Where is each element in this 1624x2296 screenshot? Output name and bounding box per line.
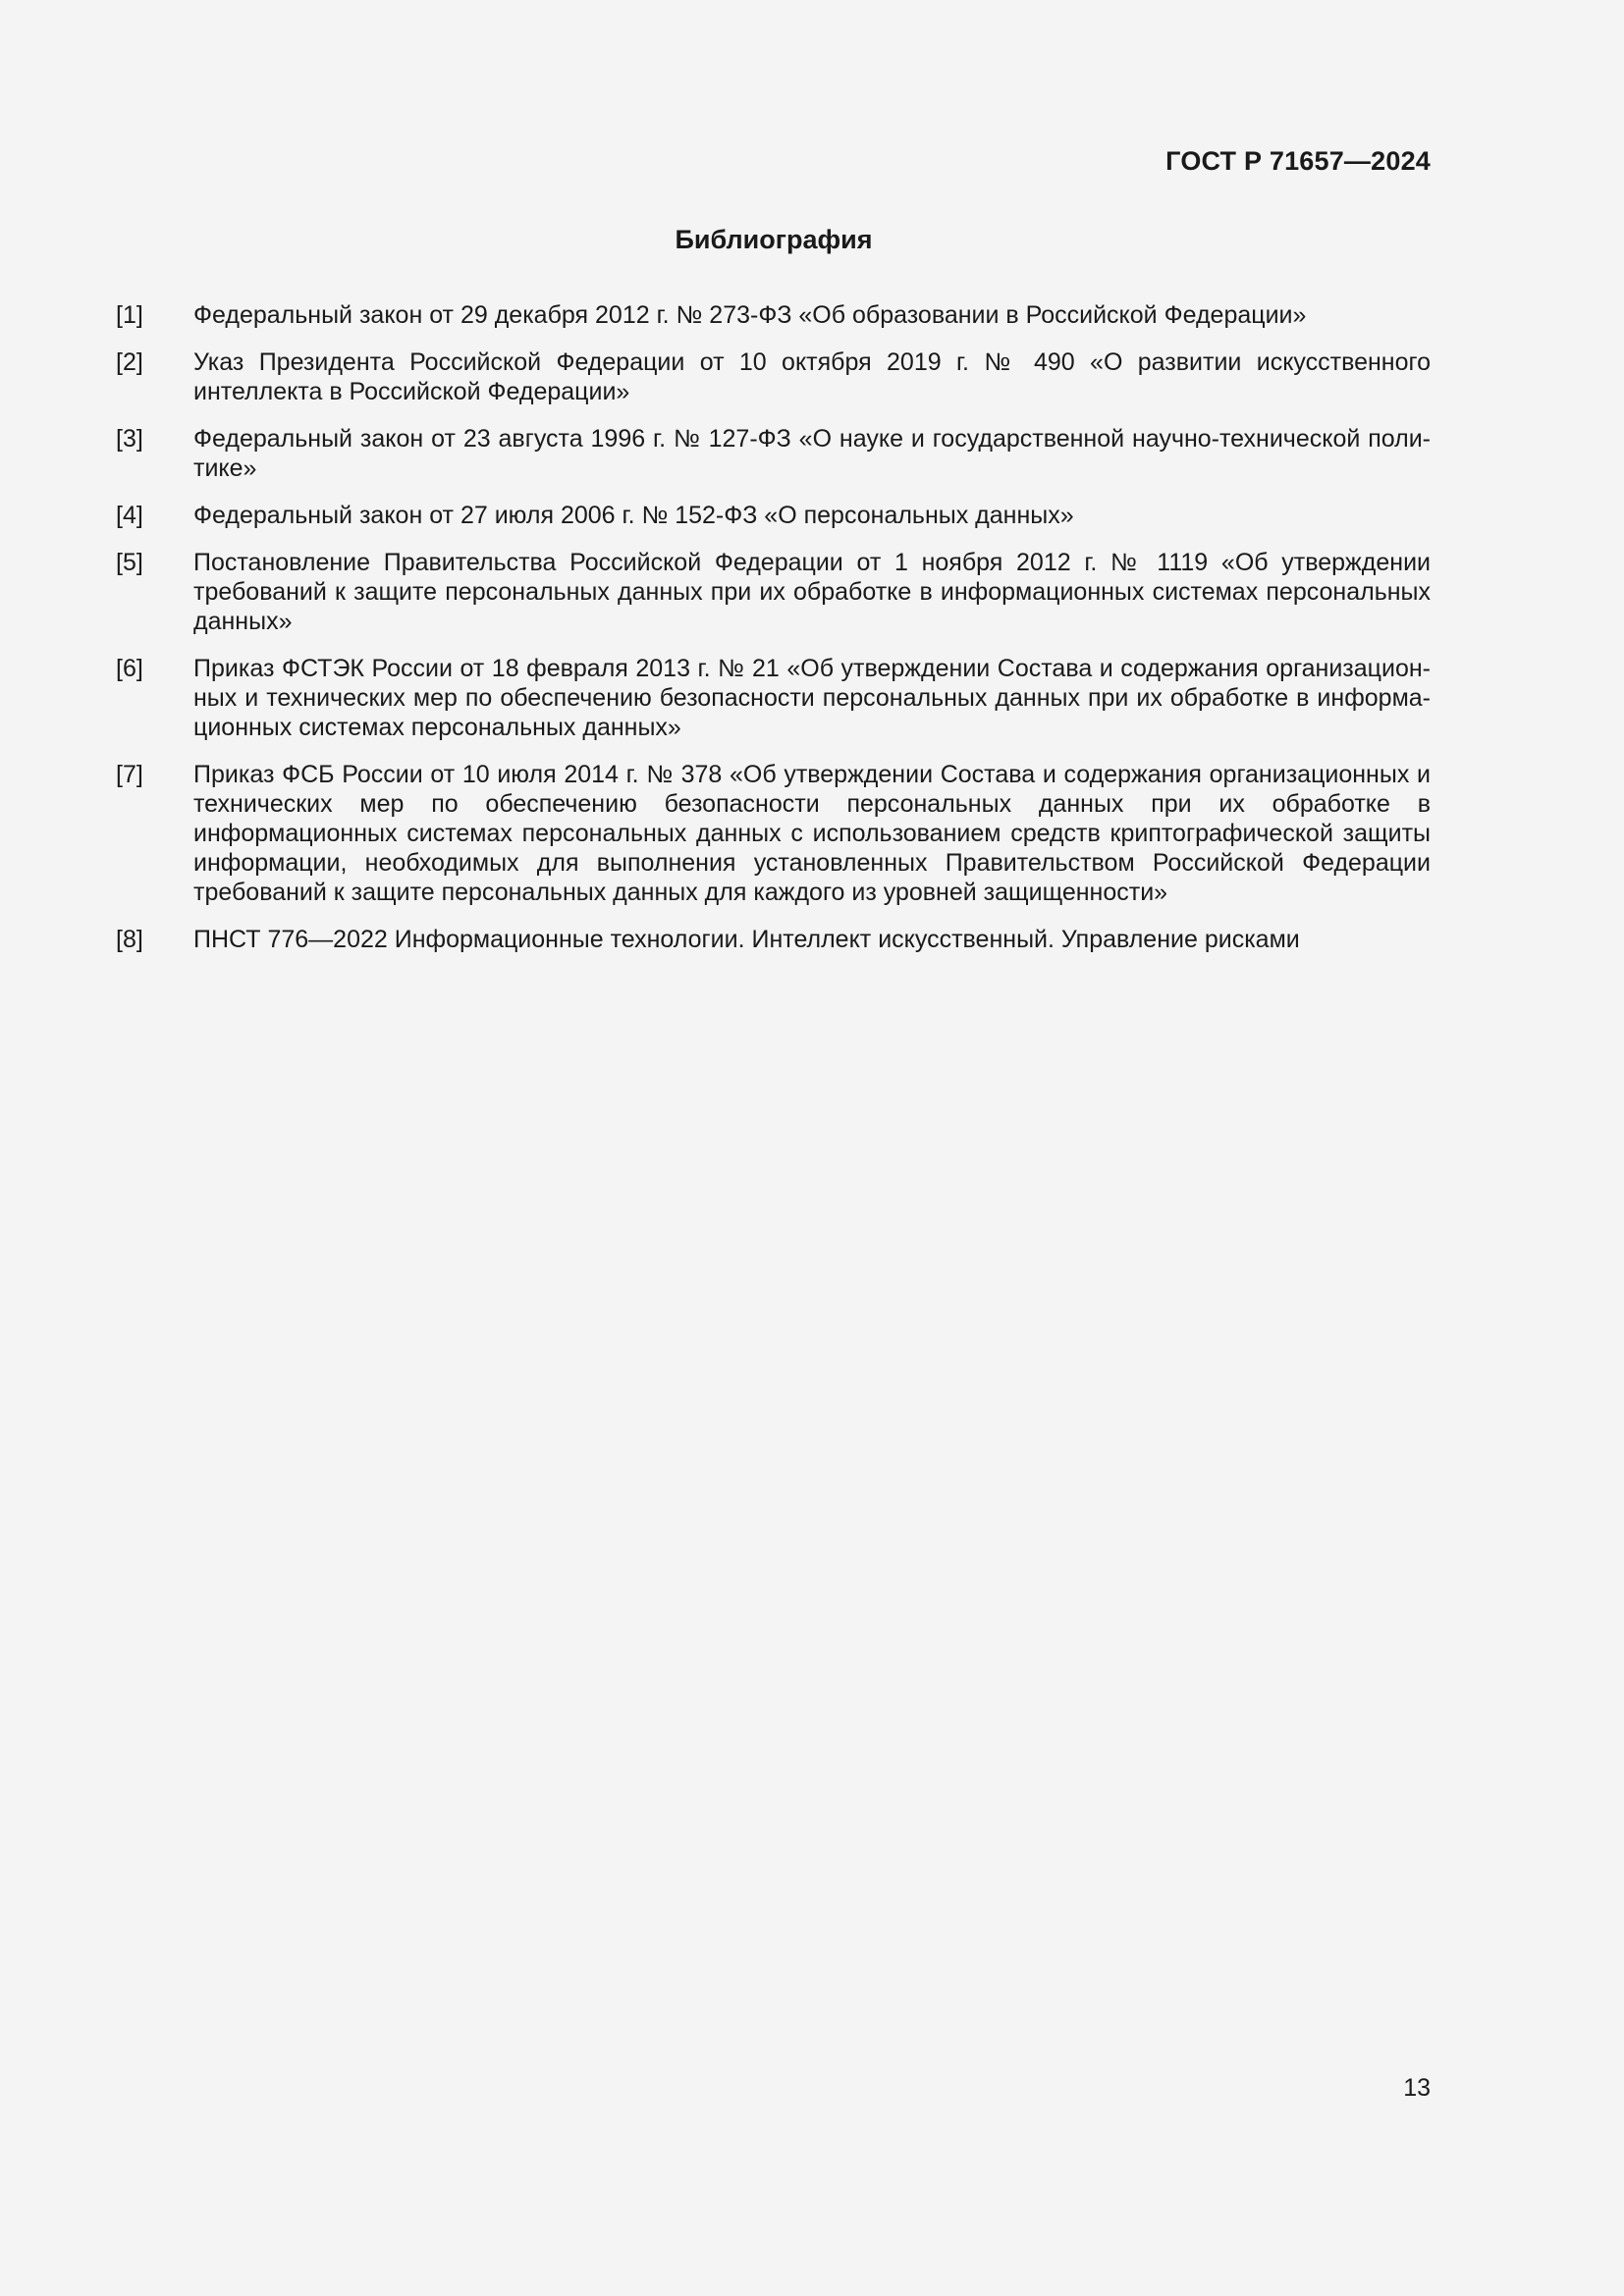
bibliography-item-text: Приказ ФСТЭК России от 18 февраля 2013 г. № 21 «Об утверждении Состава и содержания организационных и технических мер по обеспечению безопасности персональных данных при их обработке в информационных системах персональных данных»: [193, 655, 1431, 741]
bibliography-item: [116, 424, 1431, 483]
bibliography-item-text: ПНСТ 776—2022 Информационные технологии. Интеллект искусственный. Управление рисками: [193, 926, 1300, 953]
bibliography-item: [116, 347, 1431, 406]
bibliography-item-text: Постановление Правительства Российской Федерации от 1 ноября 2012 г. № 1119 «Об утверждении требований к защите персональных данных при их обработке в информационных системах персональных данных»: [193, 549, 1431, 635]
bibliography-item-text: Федеральный закон от 23 августа 1996 г. № 127-ФЗ «О науке и государственной научно-технической политике»: [193, 425, 1431, 482]
bibliography-item-number: [7]: [116, 761, 143, 788]
bibliography-item: [116, 548, 1431, 636]
bibliography-item-number: [1]: [116, 301, 143, 329]
bibliography-item-text: Федеральный закон от 27 июля 2006 г. № 152-ФЗ «О персональных данных»: [193, 502, 1074, 529]
bibliography-item: [116, 760, 1431, 907]
bibliography-list: [116, 300, 1431, 972]
bibliography-item-number: [3]: [116, 425, 143, 453]
document-code: ГОСТ Р 71657—2024: [1165, 146, 1431, 176]
bibliography-item-text: Приказ ФСБ России от 10 июля 2014 г. № 378 «Об утверждении Состава и содержания организационных и технических мер по обеспечению безопасности персональных данных при их обработке в информационных системах персональных данных с использованием средств криптографической защиты информации, необходимых для выполнения установленных Правительством Российской Федерации требований к защите персональных данных для каждого из уровней защищенности»: [193, 761, 1431, 906]
bibliography-item-number: [2]: [116, 348, 143, 376]
bibliography-item: [116, 925, 1431, 954]
bibliography-item: [116, 501, 1431, 530]
bibliography-item-text: Указ Президента Российской Федерации от 10 октября 2019 г. № 490 «О развитии искусственного интеллекта в Российской Федерации»: [193, 348, 1431, 405]
bibliography-item-number: [4]: [116, 502, 143, 529]
bibliography-item-number: [8]: [116, 926, 143, 953]
bibliography-item: [116, 300, 1431, 330]
bibliography-item: [116, 654, 1431, 742]
page-title: Библиография: [675, 225, 873, 254]
bibliography-item-text: Федеральный закон от 29 декабря 2012 г. № 273-ФЗ «Об образовании в Российской Федерации»: [193, 301, 1307, 329]
page-number: 13: [1403, 2074, 1431, 2102]
bibliography-item-number: [5]: [116, 549, 143, 576]
bibliography-item-number: [6]: [116, 655, 143, 682]
